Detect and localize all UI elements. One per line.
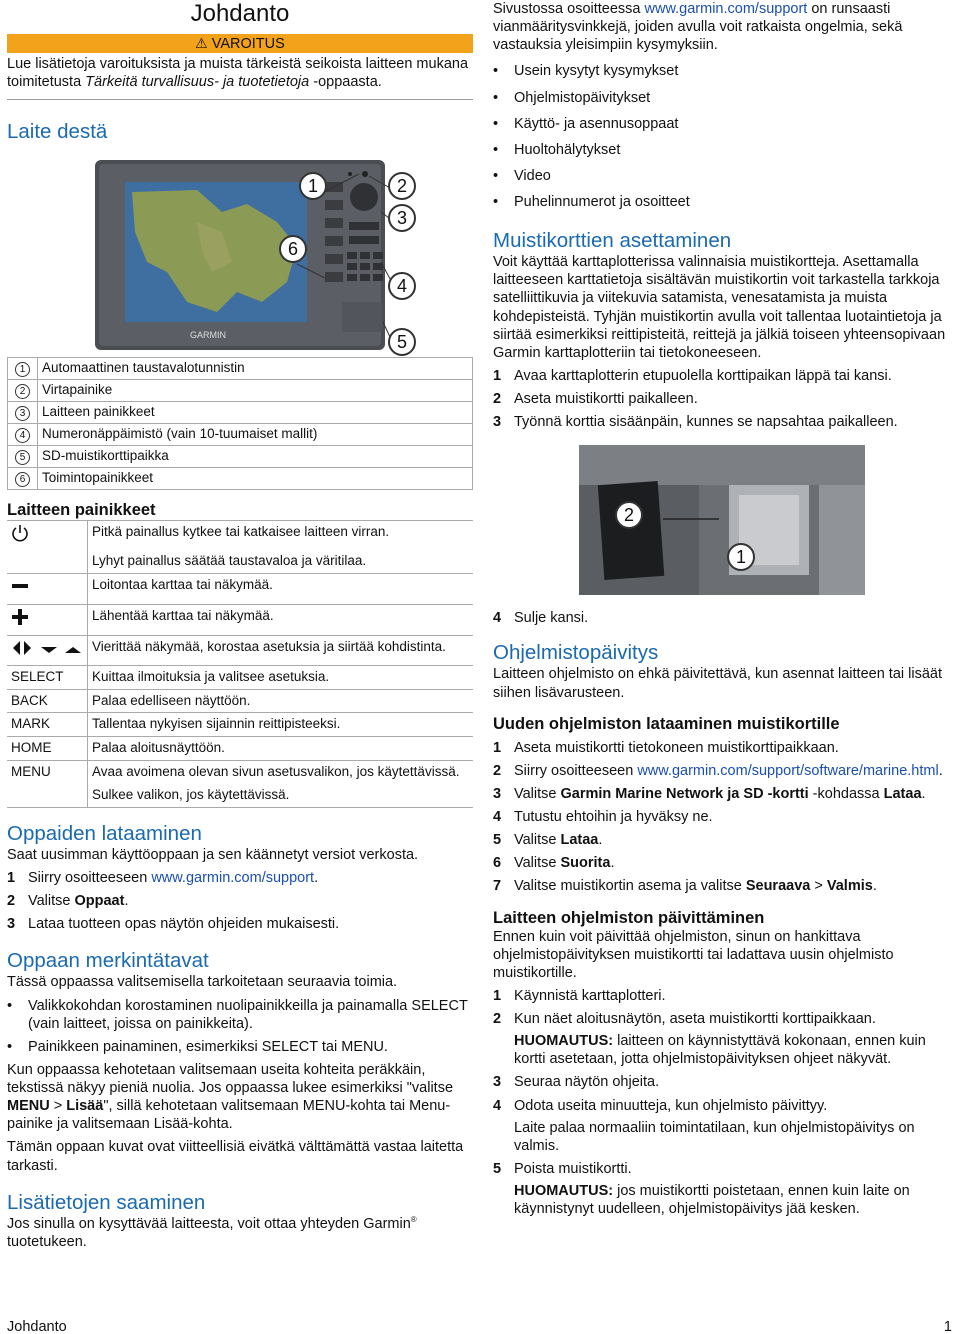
callout-4: 4: [388, 272, 416, 300]
callout-2: 2: [388, 172, 416, 200]
device-brand-text: GARMIN: [190, 330, 226, 341]
keys-table: Pitkä painallus kytkee tai katkaisee laitteen virran. Lyhyt painallus säätää taustavaloa ja väritilaa. Loitontaa karttaa tai näkymää. Lähentää karttaa tai näkymää. Vierittää näkymää, korostaa asetuksia ja siirtää kohdistinta. SELECT Kuittaa ilmoituksia ja valitsee asetuksia. BACK Palaa edelliseen näyttöön. MARK Tallentaa nykyisen sijainnin reittipisteeksi. HOME Palaa aloitusnäyttöön. MENU Avaa avoimena olevan sivun asetusvalikon, jos käytettävissä. Sulkee valikon, jos käytettävissä.: [7, 520, 473, 808]
key-row: SELECT Kuittaa ilmoituksia ja valitsee asetuksia.: [7, 665, 473, 689]
conventions-para: Kun oppaassa kehotetaan valitsemaan useita kohteita peräkkäin, tekstissä näkyy pieniä nuolia. Jos oppaassa lukee esimerkiksi "valitse MENU > Lisää", sillä kehotetaan valitsemaan MENU-kohta tai Menu-painike ja valitsemaan Lisää-kohta.: [7, 1061, 454, 1133]
info-bullets: [493, 62, 955, 211]
card-steps-cont: [493, 609, 955, 627]
step: 6 Valitse Suorita.: [493, 855, 615, 872]
fig-callout-1: 1: [727, 543, 755, 571]
step: 2 Aseta muistikortti paikalleen.: [493, 391, 698, 407]
callout-3: 3: [388, 204, 416, 232]
legend-row: 3 Laitteen painikkeet: [8, 402, 473, 424]
step: 3 Lataa tuotteen opas näytön ohjeiden mukaisesti.: [7, 916, 340, 933]
footer-page-number: 1: [943, 1319, 952, 1334]
callout-5: 5: [388, 328, 416, 356]
plus-icon: [11, 608, 29, 626]
list-item: • Video: [493, 167, 955, 185]
conventions-bullets: [7, 997, 473, 1056]
card-steps: [493, 367, 955, 431]
conventions-intro: Tässä oppaassa valitsemisella tarkoitetaan seuraavia toimia.: [7, 974, 398, 991]
step: 3 Seuraa näytön ohjeita.: [493, 1074, 660, 1091]
download-steps: [493, 739, 955, 896]
legend-row: 1 Automaattinen taustavalotunnistin: [8, 358, 473, 380]
subheading-download: Uuden ohjelmiston lataaminen muistikortille: [493, 714, 840, 733]
software-intro: Laitteen ohjelmisto on ehkä päivitettävä, kun asennat laitteen tai lisäät siihen lisävarusteen.: [493, 666, 942, 701]
step: 4 Sulje kansi.: [493, 610, 589, 627]
update-intro: Ennen kuin voit päivittää ohjelmiston, sinun on hankittava ohjelmistopäivityksen muistikortti tai ladattava uusin ohjelmisto muistikortille.: [493, 928, 894, 981]
left-column: [7, 0, 473, 1251]
callout-legend-table: [7, 357, 473, 490]
device-front-figure: [7, 152, 473, 357]
footer-section: Johdanto: [7, 1319, 67, 1334]
step: 7 Valitse muistikortin asema ja valitse Seuraava > Valmis.: [493, 878, 877, 895]
page-title: Johdanto: [190, 0, 290, 27]
software-link[interactable]: www.garmin.com/support/software/marine.html: [637, 762, 939, 779]
step: 1 Käynnistä karttaplotteri.: [493, 987, 666, 1004]
list-item: • Puhelinnumerot ja osoitteet: [493, 193, 955, 211]
conventions-para-2: Tämän oppaan kuvat ovat viitteellisiä eivätkä välttämättä vastaa laitetta tarkasti.: [7, 1139, 464, 1174]
list-item: • Ohjelmistopäivitykset: [493, 89, 955, 107]
right-column: [493, 0, 955, 1218]
section-heading-card: Muistikorttien asettaminen: [493, 229, 732, 253]
step: 1 Avaa karttaplotterin etupuolella korttipaikan läppä tai kansi.: [493, 367, 892, 384]
callout-1: 1: [299, 172, 327, 200]
warning-icon: ⚠: [195, 35, 208, 51]
list-item: • Usein kysytyt kysymykset: [493, 62, 955, 80]
key-row-plus: Lähentää karttaa tai näkymää.: [7, 604, 473, 635]
manuals-intro: Saat uusimman käyttöoppaan ja sen käännetyt versiot verkosta.: [7, 846, 419, 863]
arrow-keys-icon: [11, 639, 83, 657]
update-steps: [493, 987, 955, 1218]
list-item: • Käyttö- ja asennusoppaat: [493, 115, 955, 133]
section-heading-keys: Laitteen painikkeet: [7, 501, 156, 520]
step: 2 Kun näet aloitusnäytön, aseta muistikortti korttipaikkaan. HUOMAUTUS: laitteen on käynnistyttävä kokonaan, ennen kuin kortti asetetaan, jotta ohjelmistopäivityksen ohjeet näkyvät.: [493, 1010, 955, 1068]
card-intro: Voit käyttää karttaplotterissa valinnaisia muistikortteja. Asettamalla laitteeseen karttatietoja sisältävän muistikortin voit tarkastella tarkkoja satelliittikuvia ja viitekuvia satamista, venesatamista ja muista kohdepisteistä. Tyhjän muistikortin avulla voit tallentaa luotaintietoja ja siirtää esimerkiksi reittipisteitä, reittejä ja jälkiä toiseen yhteensopivaan Garmin karttaplotteriin tai tietokoneeseen.: [493, 254, 946, 361]
warning-banner: [7, 34, 473, 53]
step-sub: Laite palaa normaaliin toimintatilaan, kun ohjelmistopäivitys on valmis.: [514, 1119, 915, 1154]
key-row-minus: Loitontaa karttaa tai näkymää.: [7, 574, 473, 605]
warning-text: Lue lisätietoja varoituksista ja muista tärkeistä seikoista laitteen mukana toimitetusta Tärkeitä turvallisuus- ja tuotetietoja -oppaasta.: [7, 56, 469, 91]
callout-6: 6: [279, 235, 307, 263]
power-icon: [11, 524, 29, 542]
step: 3 Työnnä korttia sisäänpäin, kunnes se napsahtaa paikalleen.: [493, 414, 898, 431]
key-row-arrows: Vierittää näkymää, korostaa asetuksia ja siirtää kohdistinta.: [7, 635, 473, 665]
key-row-power: Pitkä painallus kytkee tai katkaisee laitteen virran.: [7, 521, 473, 550]
step: 5 Valitse Lataa.: [493, 832, 603, 849]
list-item: • Painikkeen painaminen, esimerkiksi SELECT tai MENU.: [7, 1038, 473, 1056]
legend-row: 5 SD-muistikorttipaikka: [8, 446, 473, 468]
section-heading-software: Ohjelmistopäivitys: [493, 641, 659, 665]
legend-row: 4 Numeronäppäimistö (vain 10-tuumaiset mallit): [8, 424, 473, 446]
divider: [7, 99, 473, 100]
key-row: MARK Tallentaa nykyisen sijainnin reittipisteeksi.: [7, 713, 473, 737]
list-item: • Huoltohälytykset: [493, 141, 955, 159]
minus-icon: [11, 577, 29, 595]
key-row: HOME Palaa aloitusnäyttöön.: [7, 737, 473, 761]
step: 4 Odota useita minuutteja, kun ohjelmisto päivittyy. Laite palaa normaaliin toimintatilaan, kun ohjelmistopäivitys on valmis.: [493, 1097, 955, 1155]
step: 5 Poista muistikortti. HUOMAUTUS: jos muistikortti poistetaan, ennen kuin laite on käynnistynyt uudelleen, ohjelmistopäivitys jää kesken.: [493, 1160, 955, 1218]
step: 2 Siirry osoitteeseen www.garmin.com/support/software/marine.html.: [493, 762, 943, 779]
info-cont-para: Sivustossa osoitteessa www.garmin.com/support on runsaasti vianmääritysvinkkejä, joiden avulla voit ratkaista ongelmia, sekä vastauksia yleisimpiin kysymyksiin.: [493, 1, 903, 54]
subheading-update: Laitteen ohjelmiston päivittäminen: [493, 908, 765, 927]
step: 1 Siirry osoitteeseen www.garmin.com/support.: [7, 870, 319, 886]
step: 2 Valitse Oppaat.: [7, 893, 129, 910]
section-heading-front: Laite destä: [7, 120, 108, 144]
note: HUOMAUTUS: laitteen on käynnistyttävä kokonaan, ennen kuin kortti asetetaan, jotta ohjelmistopäivityksen ohjeet näkyvät.: [514, 1033, 926, 1068]
note: HUOMAUTUS: jos muistikortti poistetaan, ennen kuin laite on käynnistynyt uudelleen, ohjelmistopäivitys jää kesken.: [514, 1183, 910, 1218]
step: 3 Valitse Garmin Marine Network ja SD -kortti -kohdassa Lataa.: [493, 785, 926, 802]
legend-row: 6 Toimintopainikkeet: [8, 468, 473, 490]
legend-row: 2 Virtapainike: [8, 380, 473, 402]
card-slot-figure: [579, 445, 865, 595]
step: 4 Tutustu ehtoihin ja hyväksy ne.: [493, 809, 713, 825]
support-link-2[interactable]: www.garmin.com/support: [644, 1, 808, 17]
list-item: • Valikkokohdan korostaminen nuolipainikkeilla ja painamalla SELECT (vain laitteet, joissa on painikkeita).: [7, 997, 473, 1033]
info-para: Jos sinulla on kysyttävää laitteesta, voit ottaa yhteyden Garmin® tuotetukeen.: [7, 1214, 417, 1250]
section-heading-manuals: Oppaiden lataaminen: [7, 821, 202, 845]
section-heading-info: Lisätietojen saaminen: [7, 1190, 206, 1214]
manuals-steps: [7, 869, 473, 933]
fig-callout-2: 2: [615, 501, 643, 529]
key-row: BACK Palaa edelliseen näyttöön.: [7, 689, 473, 713]
warning-label: VAROITUS: [211, 36, 285, 52]
support-link[interactable]: www.garmin.com/support: [151, 870, 315, 886]
key-row-menu: MENU Avaa avoimena olevan sivun asetusvalikon, jos käytettävissä.: [7, 761, 473, 784]
section-heading-conventions: Oppaan merkintätavat: [7, 949, 209, 973]
step: 1 Aseta muistikortti tietokoneen muistikorttipaikkaan.: [493, 739, 839, 756]
